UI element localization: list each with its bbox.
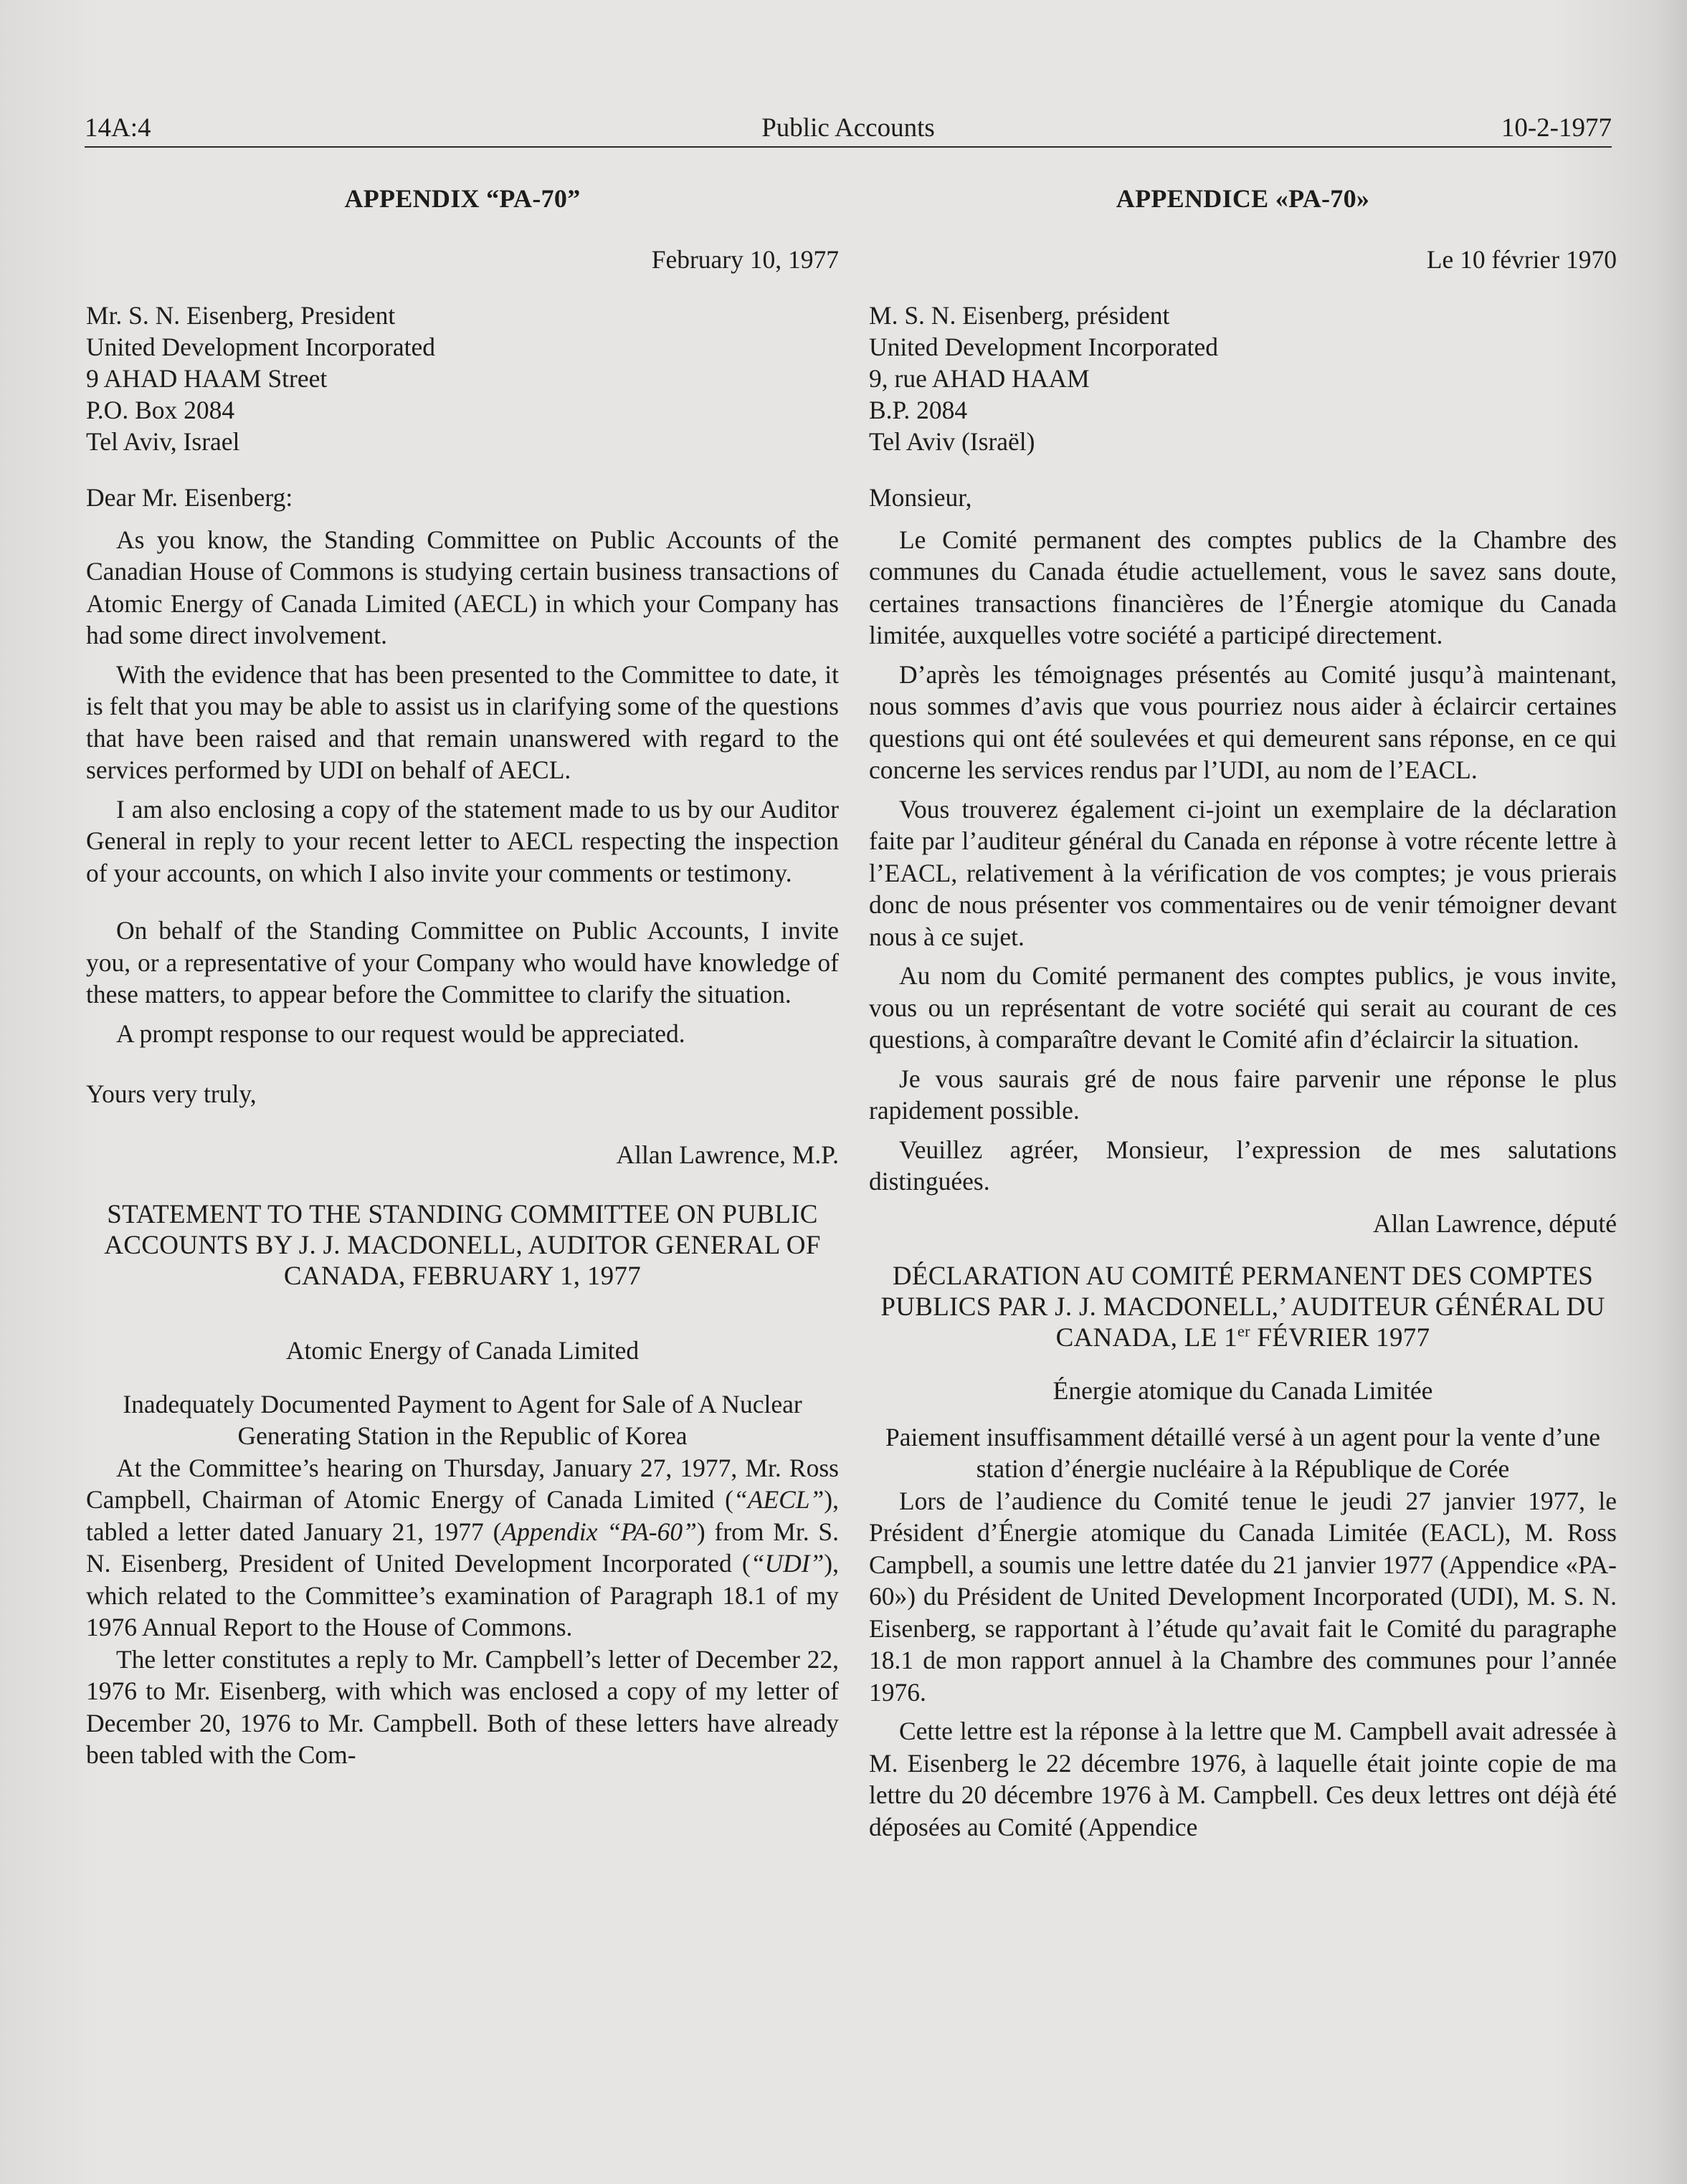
paragraph-en: On behalf of the Standing Committee on Public Accounts, I invite you, or a representative of your Company who would have knowledge of these matters, to appear before the Committee to clarify the situation. — [86, 916, 839, 1008]
address-line: B.P. 2084 — [869, 396, 968, 424]
address-line: Tel Aviv, Israel — [86, 427, 240, 456]
address-line: M. S. N. Eisenberg, président — [869, 301, 1170, 330]
french-column — [869, 183, 1617, 1843]
paragraph-en: With the evidence that has been presented to the Committee to date, it is felt that you may be able to assist us in clarifying some of the questions that have been raised and that remain unanswered with regard to the services performed by UDI on behalf of AECL. — [86, 659, 839, 784]
signature-en: Allan Lawrence, M.P. — [616, 1140, 839, 1169]
appendix-heading-fr: APPENDICE «PA-70» — [1116, 184, 1370, 213]
salutation-en: Dear Mr. Eisenberg: — [86, 483, 293, 512]
statement-title-fr: DÉCLARATION AU COMITÉ PERMANENT DES COMPTES PUBLICS PAR J. J. MACDONELL,’ AUDITEUR GÉNÉRAL DU CANADA, LE 1er FÉVRIER 1977 — [880, 1262, 1605, 1353]
paragraph-en: I am also enclosing a copy of the statement made to us by our Auditor General in reply to your recent letter to AECL respecting the inspection of your accounts, on which I also invite your comments or testimony. — [86, 794, 839, 887]
page-number: 14A:4 — [85, 113, 151, 143]
paragraph-en: As you know, the Standing Committee on Public Accounts of the Canadian House of Commons is studying certain business transactions of Atomic Energy of Canada Limited (AECL) in which your Company has had some direct involvement. — [86, 525, 839, 649]
english-column — [86, 183, 839, 1771]
paragraph-fr: Le Comité permanent des comptes publics de la Chambre des communes du Canada étudie actuellement, vous le savez sans doute, certaines transactions financières de l’Énergie atomique du Canada limitée, auxquelles votre société a participé directement. — [869, 525, 1617, 649]
org-name-fr: Énergie atomique du Canada Limitée — [1052, 1376, 1433, 1405]
address-line: Mr. S. N. Eisenberg, President — [86, 301, 396, 330]
paragraph-fr: Veuillez agréer, Monsieur, l’expression de mes salutations distinguées. — [869, 1135, 1617, 1196]
address-line: United Development Incorporated — [869, 333, 1218, 361]
paragraph-fr: D’après les témoignages présentés au Comité jusqu’à maintenant, nous sommes d’avis que vous pourriez nous aider à éclaircir certaines questions qui ont été soulevées et qui demeurent sans réponse, en ce qui concerne les services rendus par l’UDI, au nom de l’EACL. — [869, 659, 1617, 784]
address-line: United Development Incorporated — [86, 333, 435, 361]
appendix-heading-en: APPENDIX “PA-70” — [344, 184, 581, 213]
body-paragraph-fr: Lors de l’audience du Comité tenue le jeudi 27 janvier 1977, le Président d’Énergie atomique du Canada Limitée (EACL), M. Ross Campbell, a soumis une lettre datée du 21 janvier 1977 (Appendice «PA-60») du Président de United Development Incorporated (UDI), M. S. N. Eisenberg, se rapportant à l’étude qu’avait fait le Comité du paragraphe 18.1 de mon rapport annuel à la Chambre des communes pour l’année 1976. — [869, 1486, 1617, 1707]
header-date: 10-2-1977 — [1501, 113, 1612, 143]
address-block-fr — [869, 300, 1617, 457]
statement-title-en: STATEMENT TO THE STANDING COMMITTEE ON PUBLIC ACCOUNTS BY J. J. MACDONELL, AUDITOR GENERAL OF CANADA, FEBRUARY 1, 1977 — [104, 1200, 821, 1291]
body-paragraph-en: At the Committee’s hearing on Thursday, January 27, 1977, Mr. Ross Campbell, Chairman of Atomic Energy of Canada Limited (“AECL”), tabled a letter dated January 21, 1977 (Appendix “PA-60”) from Mr. S. N. Eisenberg, President of United Development Incorporated (“UDI”), which related to the Committee’s examination of Paragraph 18.1 of my 1976 Annual Report to the House of Commons. — [86, 1453, 839, 1641]
paragraph-en: A prompt response to our request would be appreciated. — [116, 1019, 685, 1048]
address-block-en — [86, 300, 839, 457]
paragraph-fr: Au nom du Comité permanent des comptes publics, je vous invite, vous ou un représentant de votre société qui serait au courant de ces questions, à comparaître devant le Comité afin d’éclaircir la situation. — [869, 961, 1617, 1054]
address-line: 9 AHAD HAAM Street — [86, 364, 328, 393]
address-line: Tel Aviv (Israël) — [869, 427, 1035, 456]
paragraph-fr: Vous trouverez également ci-joint un exemplaire de la déclaration faite par l’auditeur général du Canada en réponse à votre récente lettre à l’EACL, relativement à la vérification de vos comptes; je vous prierais donc de nous présenter vos commentaires ou de venir témoigner devant nous à ce sujet. — [869, 794, 1617, 951]
org-name-en: Atomic Energy of Canada Limited — [285, 1336, 640, 1365]
signature-fr: Allan Lawrence, député — [1372, 1208, 1617, 1238]
letter-date-fr: Le 10 février 1970 — [1426, 244, 1617, 274]
closing-en: Yours very truly, — [86, 1079, 257, 1108]
paragraph-fr: Je vous saurais gré de nous faire parvenir une réponse le plus rapidement possible. — [869, 1064, 1617, 1125]
address-line: 9, rue AHAD HAAM — [869, 364, 1090, 393]
page-header — [85, 106, 1612, 148]
body-paragraph-fr: Cette lettre est la réponse à la lettre que M. Campbell avait adressée à M. Eisenberg le 22 décembre 1976, à laquelle était jointe copie de ma lettre du 20 décembre 1976 à M. Campbell. Ces deux lettres ont déjà été déposées au Comité (Appendice — [869, 1717, 1617, 1841]
salutation-fr: Monsieur, — [869, 483, 972, 512]
letter-date-en: February 10, 1977 — [651, 244, 839, 274]
subject-fr: Paiement insuffisamment détaillé versé à un agent pour la vente d’une station d’énergie nucléaire à la République de Corée — [885, 1422, 1600, 1483]
body-paragraph-en: The letter constitutes a reply to Mr. Campbell’s letter of December 22, 1976 to Mr. Eisenberg, with which was enclosed a copy of my letter of December 20, 1976 to Mr. Campbell. Both of these letters have already been tabled with the Com- — [86, 1644, 839, 1769]
address-line: P.O. Box 2084 — [86, 396, 235, 424]
subject-en: Inadequately Documented Payment to Agent for Sale of A Nuclear Generating Station in the Republic of Korea — [123, 1389, 802, 1450]
running-title: Public Accounts — [761, 113, 935, 143]
